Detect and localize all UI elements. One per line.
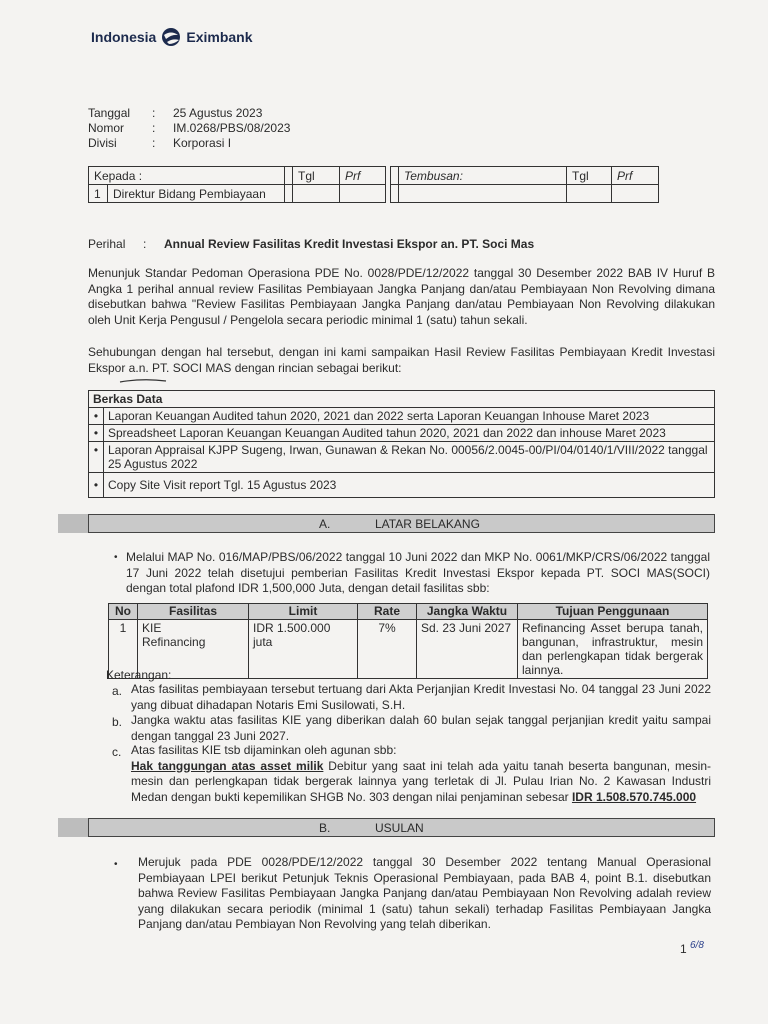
section-b-title: USULAN — [375, 821, 424, 835]
berkas-item: Laporan Appraisal KJPP Sugeng, Irwan, Gunawan & Rekan No. 00056/2.0045-00/PI/04/0140/1/VIII/2022 tanggal 25 Agustus 2022 — [104, 442, 715, 473]
tembusan-spacer — [391, 185, 399, 203]
recipient-name: Direktur Bidang Pembiayaan — [108, 185, 285, 203]
berkas-row — [89, 473, 715, 498]
intro-paragraph: Menunjuk Standar Pedoman Operasiona PDE No. 0028/PDE/12/2022 tanggal 30 Desember 2022 BAB IV Huruf B Angka 1 perihal annual review Fasilitas Pembiayaan Jangka Panjang dan/atau Pembiayaan Non Revolving dimana disebutkan bahwa "Review Fasilitas Pembiayaan Jangka Panjang dan/atau Pembiayaan Non Revolving dilakukan oleh Unit Kerja Pengusul / Pengelola secara periodic minimal 1 (satu) tahun sekali. — [88, 266, 715, 327]
berkas-item: Laporan Keuangan Audited tahun 2020, 2021 dan 2022 serta Laporan Keuangan Inhouse Maret 2023 — [104, 408, 715, 425]
bullet-icon: • — [114, 552, 118, 563]
recipient-number: 1 — [89, 185, 108, 203]
cell-no: 1 — [109, 620, 138, 679]
section-a-title: LATAR BELAKANG — [375, 517, 480, 531]
col-header-limit: Limit — [249, 604, 358, 620]
keterangan-c-detail — [131, 759, 711, 806]
col-header-fasilitas: Fasilitas — [138, 604, 249, 620]
meta-value: 25 Agustus 2023 — [173, 106, 263, 120]
summary-paragraph: Sehubungan dengan hal tersebut, dengan ini kami sampaikan Hasil Review Fasilitas Pembiayaan Kredit Investasi Ekspor a.n. PT. SOCI MAS dengan rincian sebagai berikut: — [88, 345, 715, 375]
keterangan-b-text: Jangka waktu atas fasilitas KIE yang diberikan dalah 60 bulan sejak tanggal perjanjian kredit yaitu sampai dengan tanggal 23 Juni 2027. — [131, 713, 711, 743]
meta-value: Korporasi I — [173, 136, 232, 150]
section-a-paragraph: Melalui MAP No. 016/MAP/PBS/06/2022 tanggal 10 Juni 2022 dan MKP No. 0061/MKP/CRS/06/2022 tanggal 17 Juni 2022 telah disetujui pemberian Fasilitas Kredit Investasi Ekspor kepada PT. SOCI MAS(SOCI) dengan total plafond IDR 1,500,000 Juta, dengan detail fasilitas sbb: — [126, 550, 710, 595]
tembusan-prf-cell — [612, 185, 659, 203]
tembusan-tgl-cell — [567, 185, 612, 203]
bullet-icon: • — [89, 425, 104, 442]
keterangan-c-letter: c. — [112, 745, 122, 759]
section-a-header — [88, 514, 715, 533]
col-header-jangka-waktu: Jangka Waktu — [417, 604, 518, 620]
berkas-data-table — [88, 390, 715, 498]
tembusan-header: Tembusan: — [399, 167, 567, 185]
meta-colon: : — [152, 106, 156, 120]
tembusan-name-cell — [399, 185, 567, 203]
berkas-header: Berkas Data — [89, 391, 715, 408]
cell-limit-line2: juta — [253, 635, 273, 649]
logo-word-eximbank: Eximbank — [186, 29, 253, 45]
logo-word-indonesia: Indonesia — [91, 29, 157, 45]
cell-fasilitas-line1: KIE — [142, 621, 162, 635]
keterangan-a-letter: a. — [112, 684, 123, 698]
tgl-header: Tgl — [293, 167, 340, 185]
section-b-header — [88, 818, 715, 837]
tembusan-tgl-header: Tgl — [567, 167, 612, 185]
meta-label: Divisi — [88, 136, 117, 150]
routing-spacer — [285, 185, 293, 203]
bullet-icon: • — [89, 473, 104, 498]
berkas-row — [89, 442, 715, 473]
eximbank-logo — [91, 24, 253, 50]
keterangan-a-text: Atas fasilitas pembiayaan tersebut tertuang dari Akta Perjanjian Kredit Investasi No. 04 tanggal 23 Juni 2022 yang dibuat dihadapan Notaris Emi Susilowati, S.H. — [131, 682, 711, 712]
col-header-rate: Rate — [358, 604, 417, 620]
prf-header: Prf — [340, 167, 386, 185]
meta-label: Nomor — [88, 121, 125, 135]
tembusan-prf-header: Prf — [612, 167, 659, 185]
routing-table-tembusan — [390, 166, 659, 203]
bullet-icon: • — [89, 442, 104, 473]
meta-colon: : — [152, 121, 156, 135]
routing-spacer — [285, 167, 293, 185]
cell-limit-line1: IDR 1.500.000 — [253, 621, 331, 635]
cell-limit — [249, 620, 358, 679]
page-number: 1 — [680, 942, 687, 956]
routing-table-kepada — [88, 166, 386, 203]
cell-jangka-waktu: Sd. 23 Juni 2027 — [417, 620, 518, 679]
keterangan-label: Keterangan: — [106, 668, 172, 682]
section-bar-stub — [58, 514, 88, 533]
agunan-description: Debitur yang saat ini telah ada yaitu tanah beserta bangunan, mesin-mesin dan perlengkapan tidak bergerak lainnya yang terletak di Jl. Pulau Irian No. 2 Kawasan Industri Medan dengan bukti kepemilikan SHGB No. 303 dengan nilai penjaminan sebesar — [131, 758, 712, 804]
keterangan-b-letter: b. — [112, 715, 123, 729]
meta-tanggal — [88, 106, 388, 121]
facility-table — [108, 603, 708, 679]
globe-icon — [160, 26, 182, 48]
kepada-header: Kepada : — [89, 167, 285, 185]
berkas-row — [89, 425, 715, 442]
facility-table-header — [109, 604, 708, 620]
perihal-colon: : — [143, 237, 147, 251]
tgl-cell — [293, 185, 340, 203]
handwritten-underline — [118, 377, 168, 385]
bullet-icon: • — [114, 859, 118, 870]
berkas-item: Copy Site Visit report Tgl. 15 Agustus 2023 — [104, 473, 715, 498]
col-header-tujuan: Tujuan Penggunaan — [518, 604, 708, 620]
col-header-no: No — [109, 604, 138, 620]
section-a-number: A. — [319, 517, 331, 531]
meta-value: IM.0268/PBS/08/2023 — [173, 121, 291, 135]
nilai-penjaminan: IDR 1.508.570.745.000 — [571, 789, 697, 804]
berkas-row — [89, 408, 715, 425]
keterangan-c-text: Atas fasilitas KIE tsb dijaminkan oleh agunan sbb: — [131, 743, 397, 757]
section-b-number: B. — [319, 821, 331, 835]
berkas-item: Spreadsheet Laporan Keuangan Keuangan Audited tahun 2020, 2021 dan 2022 dan inhouse Maret 2023 — [104, 425, 715, 442]
section-b-paragraph: Merujuk pada PDE 0028/PDE/12/2022 tanggal 30 Desember 2022 tentang Manual Operasional Pembiayaan LPEI berikut Petunjuk Teknis Operasional Pembiayaan, pada BAB 4, point B.1. disebutkan bahwa Review Fasilitas Pembiayaan Jangka Panjang dan/atau Pembiayaan Non Revolving adalah review yang dilakukan secara periodik (minimal 1 (satu) tahun sekali) terhadap Fasilitas Pembiayaan Jangka Panjang dan/atau Pembiayan Non Revolving yang telah diberikan. — [138, 855, 711, 931]
table-row — [109, 620, 708, 679]
perihal-label: Perihal — [88, 237, 126, 251]
meta-label: Tanggal — [88, 106, 131, 120]
prf-cell — [340, 185, 386, 203]
cell-rate: 7% — [358, 620, 417, 679]
perihal-subject: Annual Review Fasilitas Kredit Investasi Ekspor an. PT. Soci Mas — [164, 237, 535, 251]
section-bar-stub — [58, 818, 88, 837]
meta-colon: : — [152, 136, 156, 150]
cell-tujuan: Refinancing Asset berupa tanah, bangunan, infrastruktur, mesin dan perlengkapan tidak bergerak lainnya. — [518, 620, 708, 679]
tembusan-spacer — [391, 167, 399, 185]
meta-nomor — [88, 121, 388, 136]
bullet-icon: • — [89, 408, 104, 425]
cell-fasilitas-line2: Refinancing — [142, 635, 206, 649]
handwritten-page-note: 6/8 — [690, 940, 704, 951]
hak-tanggungan-label: Hak tanggungan atas asset milik — [131, 758, 324, 773]
meta-divisi — [88, 136, 388, 151]
keterangan-c-block — [131, 743, 711, 805]
